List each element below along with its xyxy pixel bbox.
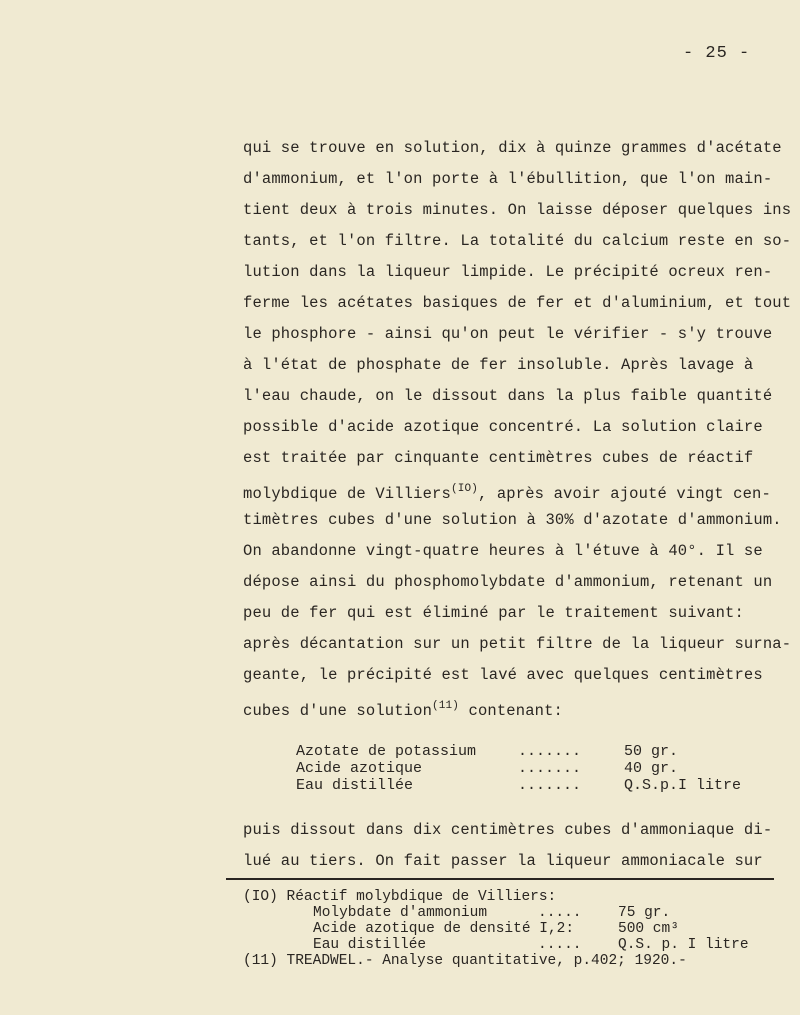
footnote-row <box>313 905 800 921</box>
recipe-quantity: 50 gr. <box>624 743 679 760</box>
text-line: On abandonne vingt-quatre heures à l'étuve à 40°. Il se <box>243 542 763 560</box>
footnote-11: (11) TREADWEL.- Analyse quantitative, p.402; 1920.- <box>243 953 687 969</box>
text-line-solution <box>243 691 783 722</box>
recipe-dots: ....... <box>518 760 582 777</box>
footnote-ingredient: Molybdate d'ammonium <box>313 905 488 921</box>
recipe-ingredient: Azotate de potassium <box>296 743 477 760</box>
text-line: geante, le précipité est lavé avec quelques centimètres <box>243 666 763 684</box>
footnote-quantity: Q.S. p. I litre <box>618 937 749 953</box>
text-line: à l'état de phosphate de fer insoluble. Après lavage à <box>243 356 754 374</box>
footnote-ref-11: (11) <box>432 700 460 712</box>
recipe-list <box>296 743 744 794</box>
footnote-10-title: (IO) Réactif molybdique de Villiers: <box>243 889 557 905</box>
text-line: puis dissout dans dix centimètres cubes d'ammoniaque di- <box>243 821 773 839</box>
text-line: tants, et l'on filtre. La totalité du calcium reste en so- <box>243 232 792 250</box>
text-line: peu de fer qui est éliminé par le traitement suivant: <box>243 604 744 622</box>
recipe-row <box>296 777 744 794</box>
text-segment: contenant: <box>459 702 564 720</box>
recipe-dots: ....... <box>518 743 582 760</box>
page-number: - 25 - <box>683 44 751 63</box>
footnote-quantity: 500 cm³ <box>618 921 679 937</box>
footnote-dots <box>538 921 598 937</box>
text-segment: molybdique de Villiers <box>243 485 451 503</box>
recipe-row <box>296 760 744 777</box>
footnote-dots: ..... <box>538 937 582 953</box>
text-line: l'eau chaude, on le dissout dans la plus faible quantité <box>243 387 773 405</box>
text-line: d'ammonium, et l'on porte à l'ébullition, que l'on main- <box>243 170 773 188</box>
footnote-quantity: 75 gr. <box>618 905 671 921</box>
recipe-ingredient: Eau distillée <box>296 777 414 794</box>
text-line: dépose ainsi du phosphomolybdate d'ammonium, retenant un <box>243 573 773 591</box>
footnote-separator <box>226 878 774 880</box>
text-line: timètres cubes d'une solution à 30% d'azotate d'ammonium. <box>243 511 782 529</box>
text-line-villiers <box>243 474 783 505</box>
recipe-ingredient: Acide azotique <box>296 760 423 777</box>
recipe-quantity: 40 gr. <box>624 760 679 777</box>
recipe-quantity: Q.S.p.I litre <box>624 777 742 794</box>
footnotes <box>243 889 800 969</box>
text-line: ferme les acétates basiques de fer et d'aluminium, et tout <box>243 294 792 312</box>
footnote-ingredient: Acide azotique de densité I,2: <box>313 921 575 937</box>
text-line: le phosphore - ainsi qu'on peut le vérifier - s'y trouve <box>243 325 773 343</box>
body-text-continued <box>243 815 783 877</box>
text-line: lution dans la liqueur limpide. Le précipité ocreux ren- <box>243 263 773 281</box>
text-line: possible d'acide azotique concentré. La solution claire <box>243 418 763 436</box>
text-line: lué au tiers. On fait passer la liqueur ammoniacale sur <box>243 852 763 870</box>
footnote-ref-10: (IO) <box>450 483 478 495</box>
text-segment: cubes d'une solution <box>243 702 433 720</box>
recipe-dots: ....... <box>518 777 582 794</box>
recipe-row <box>296 743 744 760</box>
text-line: qui se trouve en solution, dix à quinze grammes d'acétate <box>243 139 782 157</box>
footnote-row <box>313 937 800 953</box>
text-segment: , après avoir ajouté vingt cen- <box>477 485 771 503</box>
text-line: après décantation sur un petit filtre de la liqueur surna- <box>243 635 792 653</box>
text-line: tient deux à trois minutes. On laisse déposer quelques ins <box>243 201 792 219</box>
footnote-dots: ..... <box>538 905 582 921</box>
footnote-ingredient: Eau distillée <box>313 937 427 953</box>
body-text <box>243 133 792 722</box>
footnote-row <box>313 921 800 937</box>
text-line: est traitée par cinquante centimètres cubes de réactif <box>243 449 754 467</box>
